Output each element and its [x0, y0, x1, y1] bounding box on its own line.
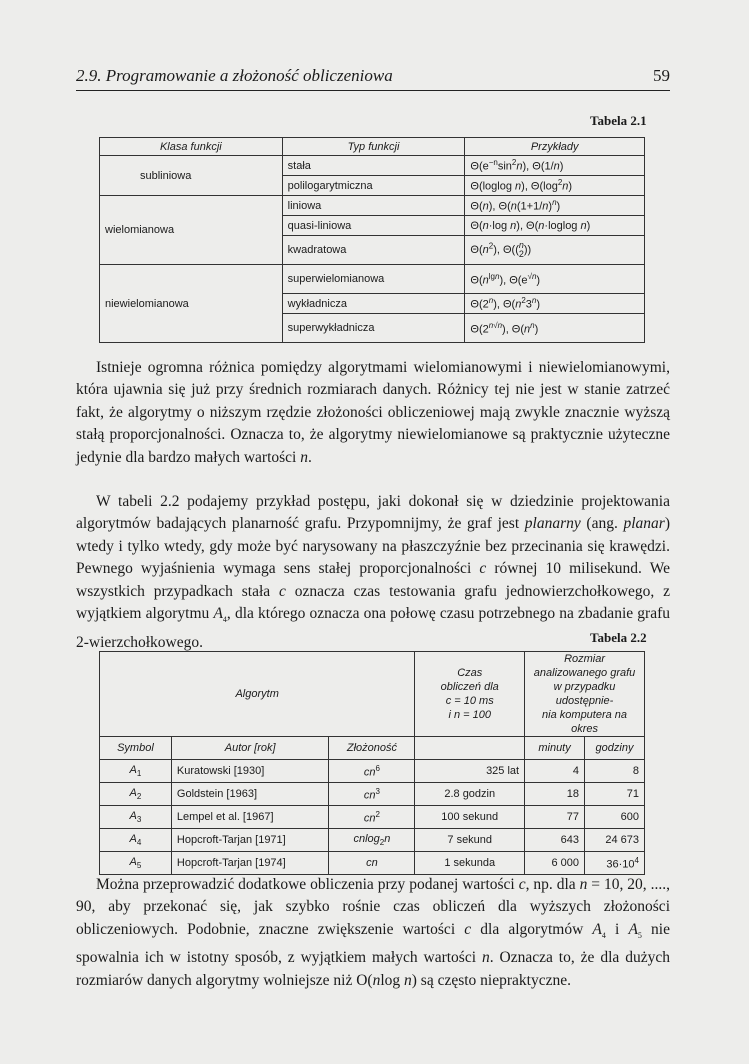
author-cell: Lempel et al. [1967]	[171, 806, 329, 829]
example-cell: $\Theta(n^2)$, Θ((n 2))	[465, 236, 645, 265]
symbol-cell: $A_1$	[100, 760, 172, 783]
table-caption: Tabela 2.2	[590, 630, 647, 645]
table-header: Typ funkcji	[282, 138, 465, 156]
hours-cell: 8	[585, 760, 645, 783]
example-cell: $\Theta(2^{n√n})$, $\Theta(n^n)$	[465, 314, 645, 343]
example-cell: Θ(n), $\Theta(n(1+1/n)^n)$	[465, 196, 645, 216]
minutes-cell: 6 000	[525, 852, 585, 875]
symbol-cell: $A_2$	[100, 783, 172, 806]
time-cell: 1 sekunda	[415, 852, 525, 875]
function-classes-table	[99, 137, 645, 343]
time-cell: 7 sekund	[415, 829, 525, 852]
type-cell: wykładnicza	[282, 294, 465, 314]
hours-cell: 71	[585, 783, 645, 806]
author-cell: Hopcroft-Tarjan [1971]	[171, 829, 329, 852]
minutes-cell: 18	[525, 783, 585, 806]
paragraph: Można przeprowadzić dodatkowe obliczenia przy podanej wartości c, np. dla n = 10, 20, ...., 90, aby przekonać się, jak szybko rośnie czas obliczeń dla wyższych złożoności obliczeniowych. Podobnie, znaczne zwiększenie wartości c dla algorytmów $A_4$ i $A_5$ nie spowalnia ich w istotny sposób, z wyjątkiem małych wartości n. Oznacza to, że dla dużych rozmiarów danych algorytmy wolniejsze niż O(nlog n) są często niepraktyczne.	[76, 876, 671, 989]
minutes-cell: 4	[525, 760, 585, 783]
time-cell: 100 sekund	[415, 806, 525, 829]
example-cell: Θ(n·log n), Θ(n·loglog n)	[465, 216, 645, 236]
type-cell: liniowa	[282, 196, 465, 216]
type-cell: quasi-liniowa	[282, 216, 465, 236]
author-cell: Hopcroft-Tarjan [1974]	[171, 852, 329, 875]
author-cell: Kuratowski [1930]	[171, 760, 329, 783]
table-row	[100, 783, 645, 806]
type-cell: polilogarytmiczna	[282, 176, 465, 196]
type-cell: stała	[282, 156, 465, 176]
table-header: Przykłady	[465, 138, 645, 156]
table-subheader: minuty	[525, 737, 585, 760]
table-header: Algorytm	[100, 652, 415, 737]
table-header: Klasa funkcji	[100, 138, 283, 156]
complexity-cell: cn	[329, 852, 415, 875]
time-cell: 325 lat	[415, 760, 525, 783]
running-head	[76, 64, 670, 91]
page-number: 59	[653, 66, 670, 85]
hours-cell: 24 673	[585, 829, 645, 852]
symbol-cell: $A_4$	[100, 829, 172, 852]
table-header: Rozmiar analizowanego grafu w przypadku udostępnie- nia komputera na okres	[525, 652, 645, 737]
example-cell: Θ(loglog n), $\Theta(\log^2n)$	[465, 176, 645, 196]
paragraph: Istnieje ogromna różnica pomiędzy algorytmami wielomianowymi i niewielomianowymi, która ujawnia się już przy średnich rozmiarach danych. Różnicy tej nie jest w stanie zatrzeć fakt, że algorytmy o niższym rzędzie złożoności obliczeniowej mają zwykle znacznie wyższą stałą proporcjonalności. Oznacza to, że algorytmy niewielomianowe są praktycznie użyteczne jedynie dla bardzo małych wartości n.	[76, 359, 670, 466]
symbol-cell: $A_3$	[100, 806, 172, 829]
table-subheader: Złożoność	[329, 737, 415, 760]
planarity-algorithms-table	[99, 651, 645, 875]
class-cell: wielomianowa	[100, 196, 283, 265]
minutes-cell: 643	[525, 829, 585, 852]
table-subheader	[415, 737, 525, 760]
class-cell: subliniowa	[100, 156, 283, 196]
example-cell: $\Theta(n^{lgn})$, $\Theta(e^{√n})$	[465, 265, 645, 294]
table-row	[100, 806, 645, 829]
complexity-cell: $cn^3$	[329, 783, 415, 806]
type-cell: superwielomianowa	[282, 265, 465, 294]
paragraph: W tabeli 2.2 podajemy przykład postępu, jaki dokonał się w dziedzinie projektowania algorytmów badających planarność grafu. Przypomnijmy, że graf jest planarny (ang. planar) wtedy i tylko wtedy, gdy może być narysowany na płaszczyźnie bez przecinania się krawędzi. Pewnego wyjaśnienia wymaga sens stałej proporcjonalności c równej 10 milisekund. We wszystkich przypadkach stała c oznacza czas testowania grafu jednowierzchołkowego, z wyjątkiem algorytmu $A_4$, dla którego oznacza ona połowę czasu potrzebnego na zbadanie grafu 2-wierzchołkowego.	[76, 493, 670, 651]
example-cell: Θ(2$^n$), $\Theta(n^23^n)$	[465, 294, 645, 314]
complexity-cell: $cn^6$	[329, 760, 415, 783]
table-subheader: godziny	[585, 737, 645, 760]
minutes-cell: 77	[525, 806, 585, 829]
table-row	[100, 760, 645, 783]
class-cell: niewielomianowa	[100, 265, 283, 343]
complexity-cell: cnlog$_2$n	[329, 829, 415, 852]
author-cell: Goldstein [1963]	[171, 783, 329, 806]
table-header: Czas obliczeń dla c = 10 ms i n = 100	[415, 652, 525, 737]
hours-cell: 600	[585, 806, 645, 829]
table-row	[100, 829, 645, 852]
symbol-cell: $A_5$	[100, 852, 172, 875]
type-cell: kwadratowa	[282, 236, 465, 265]
section-title: 2.9. Programowanie a złożoność obliczeniowa	[76, 66, 393, 85]
table-caption: Tabela 2.1	[590, 113, 647, 128]
table-row	[100, 852, 645, 875]
type-cell: superwykładnicza	[282, 314, 465, 343]
hours-cell: $36\cdot 10^4$	[585, 852, 645, 875]
table-subheader: Autor [rok]	[171, 737, 329, 760]
table-subheader: Symbol	[100, 737, 172, 760]
time-cell: 2.8 godzin	[415, 783, 525, 806]
example-cell: $\Theta(e^{-n}\sin^2n)$, Θ(1/n)	[465, 156, 645, 176]
complexity-cell: $cn^2$	[329, 806, 415, 829]
